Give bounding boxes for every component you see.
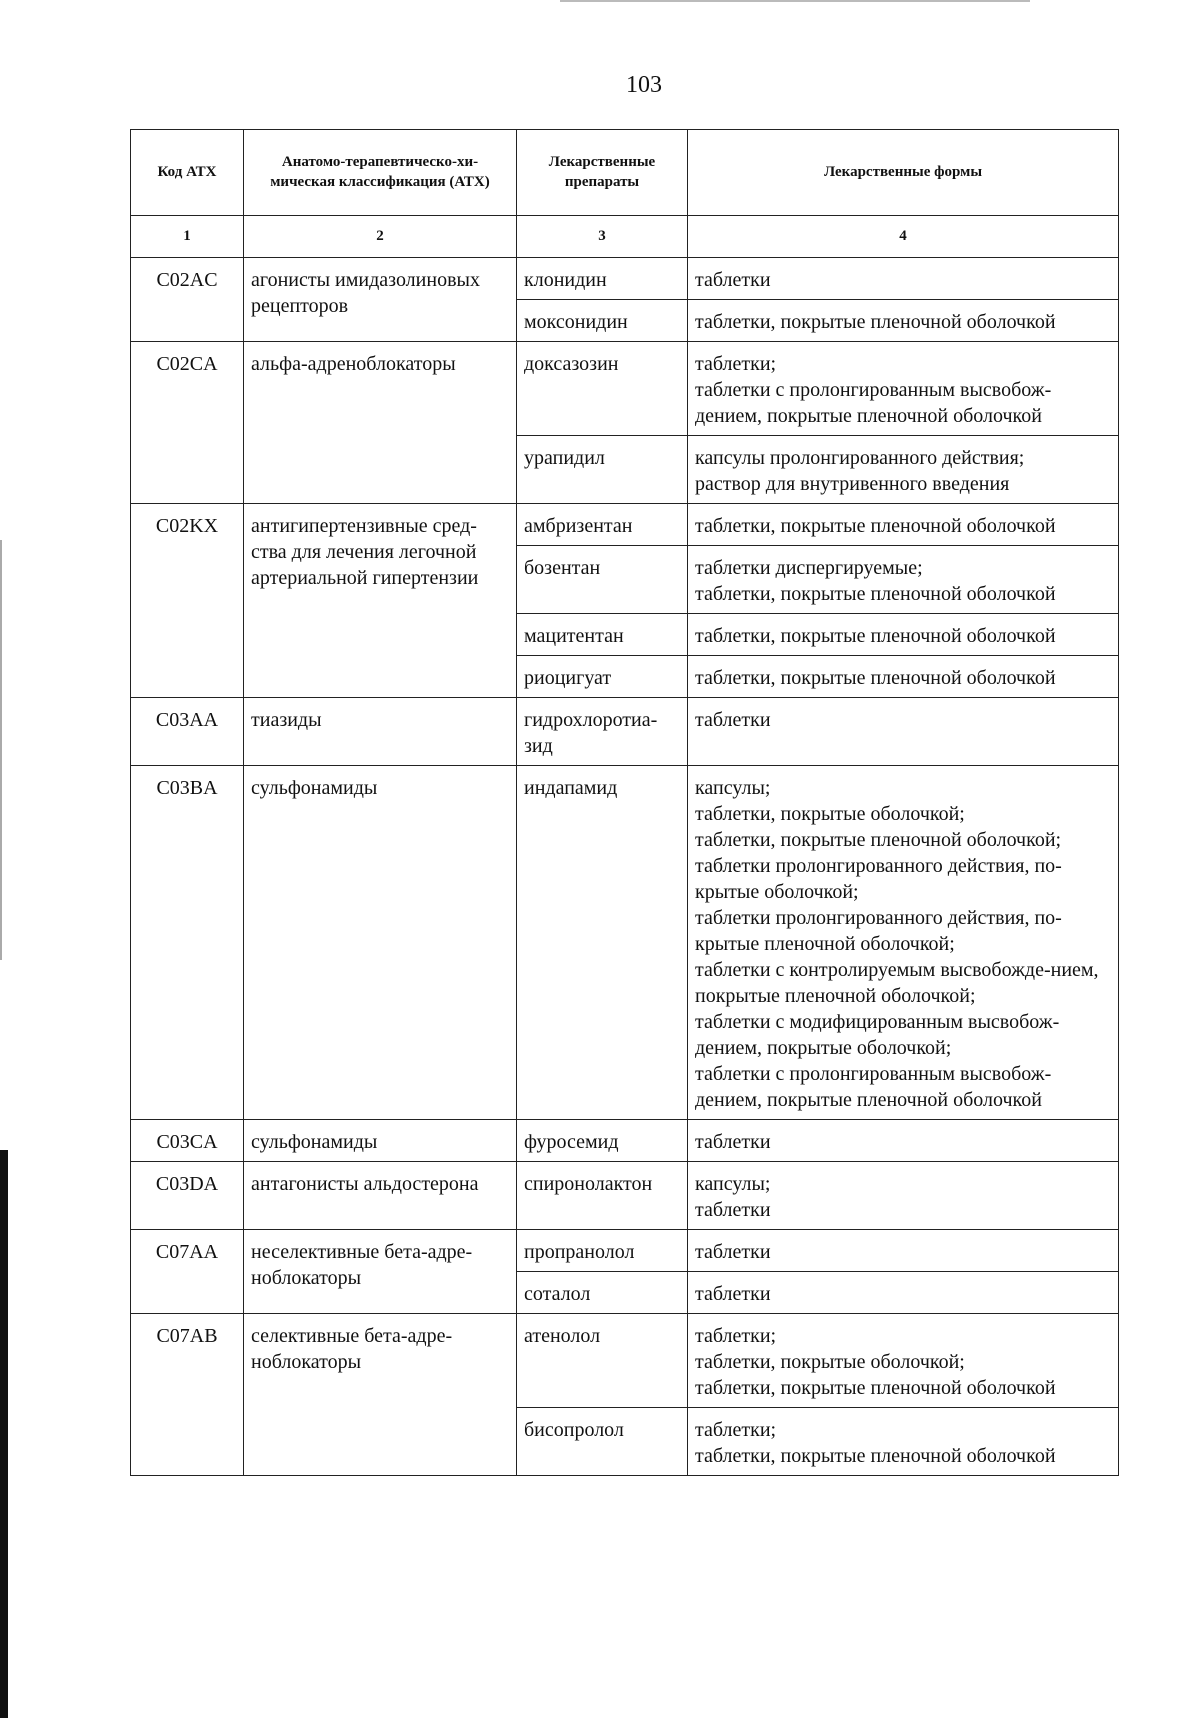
drug-name-cell: моксонидин (517, 300, 688, 342)
dosage-form-line: таблетки, покрытые пленочной оболочкой; (695, 829, 1062, 851)
dosage-form-line: таблетки (695, 1283, 771, 1305)
atc-code-cell: C02KX (131, 504, 244, 698)
drug-name-cell: пропранолол (517, 1230, 688, 1272)
dosage-form-line: таблетки, покрытые пленочной оболочкой (695, 667, 1056, 689)
dosage-forms-cell (688, 698, 1119, 766)
dosage-form-line: таблетки (695, 1131, 771, 1153)
dosage-form-line: таблетки, покрытые пленочной оболочкой (695, 1377, 1056, 1399)
table-row (131, 1162, 1119, 1230)
atc-code-cell: C07AA (131, 1230, 244, 1314)
atc-drug-table (130, 129, 1119, 1476)
drug-name-cell: урапидил (517, 436, 688, 504)
dosage-forms-cell (688, 300, 1119, 342)
drug-name-cell: соталол (517, 1272, 688, 1314)
drug-name-cell: гидрохлоротиа-зид (517, 698, 688, 766)
table-row (131, 342, 1119, 436)
drug-name-cell: спиронолактон (517, 1162, 688, 1230)
dosage-form-line: таблетки, покрытые оболочкой; (695, 803, 965, 825)
dosage-form-line: таблетки (695, 269, 771, 291)
atc-code-cell: C02AC (131, 258, 244, 342)
atc-classification-cell: селективные бета-адре-ноблокаторы (244, 1314, 517, 1476)
dosage-form-line: капсулы; (695, 777, 771, 799)
column-number-row (131, 216, 1119, 258)
atc-code-cell: C03DA (131, 1162, 244, 1230)
dosage-forms-cell (688, 258, 1119, 300)
atc-classification-cell: антагонисты альдостерона (244, 1162, 517, 1230)
atc-classification-cell: сульфонамиды (244, 766, 517, 1120)
column-number: 1 (131, 216, 244, 258)
dosage-form-line: капсулы; (695, 1173, 771, 1195)
table-row (131, 504, 1119, 546)
header-atc-classification: Анатомо-терапевтическо-хи-мическая классификация (АТХ) (244, 130, 517, 216)
drug-name-cell: амбризентан (517, 504, 688, 546)
dosage-form-line: таблетки пролонгированного действия, по-крытые пленочной оболочкой; (695, 907, 1062, 955)
dosage-form-line: таблетки пролонгированного действия, по-крытые оболочкой; (695, 855, 1062, 903)
column-number: 2 (244, 216, 517, 258)
table-body (131, 258, 1119, 1476)
dosage-form-line: таблетки; (695, 353, 777, 375)
atc-classification-cell: альфа-адреноблокаторы (244, 342, 517, 504)
dosage-form-line: таблетки диспергируемые; (695, 557, 923, 579)
table-header-row (131, 130, 1119, 216)
dosage-forms-cell (688, 342, 1119, 436)
atc-classification-cell: антигипертензивные сред-ства для лечения легочной артериальной гипертензии (244, 504, 517, 698)
drug-name-cell: индапамид (517, 766, 688, 1120)
dosage-form-line: таблетки с контролируемым высвобожде-нием, покрытые пленочной оболочкой; (695, 959, 1099, 1007)
dosage-forms-cell (688, 1162, 1119, 1230)
drug-name-cell: фуросемид (517, 1120, 688, 1162)
dosage-forms-cell (688, 614, 1119, 656)
table-row (131, 1314, 1119, 1408)
dosage-form-line: раствор для внутривенного введения (695, 473, 1010, 495)
dosage-form-line: таблетки, покрытые оболочкой; (695, 1351, 965, 1373)
atc-classification-cell: агонисты имидазолиновых рецепторов (244, 258, 517, 342)
header-dosage-forms: Лекарственные формы (688, 130, 1119, 216)
dosage-form-line: таблетки, покрытые пленочной оболочкой (695, 311, 1056, 333)
column-number: 4 (688, 216, 1119, 258)
header-drugs: Лекарственные препараты (517, 130, 688, 216)
drug-name-cell: мацитентан (517, 614, 688, 656)
dosage-form-line: таблетки (695, 1199, 771, 1221)
dosage-form-line: таблетки, покрытые пленочной оболочкой (695, 625, 1056, 647)
dosage-form-line: таблетки, покрытые пленочной оболочкой (695, 515, 1056, 537)
scan-edge-mark (0, 540, 2, 960)
atc-code-cell: C02CA (131, 342, 244, 504)
table-row (131, 1120, 1119, 1162)
dosage-forms-cell (688, 546, 1119, 614)
atc-classification-cell: тиазиды (244, 698, 517, 766)
table-row (131, 258, 1119, 300)
dosage-forms-cell (688, 766, 1119, 1120)
atc-code-cell: C03BA (131, 766, 244, 1120)
dosage-forms-cell (688, 1314, 1119, 1408)
atc-code-cell: C03CA (131, 1120, 244, 1162)
dosage-form-line: таблетки; (695, 1325, 777, 1347)
dosage-form-line: таблетки (695, 1241, 771, 1263)
dosage-forms-cell (688, 504, 1119, 546)
dosage-form-line: таблетки (695, 709, 771, 731)
dosage-form-line: таблетки; (695, 1419, 777, 1441)
drug-name-cell: бисопролол (517, 1408, 688, 1476)
drug-name-cell: риоцигуат (517, 656, 688, 698)
dosage-form-line: таблетки, покрытые пленочной оболочкой (695, 1445, 1056, 1467)
dosage-forms-cell (688, 1120, 1119, 1162)
dosage-forms-cell (688, 436, 1119, 504)
column-number: 3 (517, 216, 688, 258)
atc-classification-cell: сульфонамиды (244, 1120, 517, 1162)
table-row (131, 1230, 1119, 1272)
drug-name-cell: бозентан (517, 546, 688, 614)
dosage-form-line: капсулы пролонгированного действия; (695, 447, 1025, 469)
atc-code-cell: C07AB (131, 1314, 244, 1476)
scan-top-rule (560, 0, 1030, 2)
atc-code-cell: C03AA (131, 698, 244, 766)
dosage-forms-cell (688, 1272, 1119, 1314)
dosage-forms-cell (688, 1230, 1119, 1272)
page-number: 103 (626, 72, 662, 98)
table-row (131, 698, 1119, 766)
drug-name-cell: атенолол (517, 1314, 688, 1408)
dosage-form-line: таблетки, покрытые пленочной оболочкой (695, 583, 1056, 605)
dosage-form-line: таблетки с модифицированным высвобож-дением, покрытые оболочкой; (695, 1011, 1060, 1059)
scan-edge-shadow (0, 1150, 8, 1718)
dosage-form-line: таблетки с пролонгированным высвобож-дением, покрытые пленочной оболочкой (695, 379, 1052, 427)
header-atc-code: Код АТХ (131, 130, 244, 216)
table-row (131, 766, 1119, 1120)
drug-name-cell: доксазозин (517, 342, 688, 436)
dosage-form-line: таблетки с пролонгированным высвобож-дением, покрытые пленочной оболочкой (695, 1063, 1052, 1111)
drug-name-cell: клонидин (517, 258, 688, 300)
atc-classification-cell: неселективные бета-адре-ноблокаторы (244, 1230, 517, 1314)
dosage-forms-cell (688, 1408, 1119, 1476)
dosage-forms-cell (688, 656, 1119, 698)
